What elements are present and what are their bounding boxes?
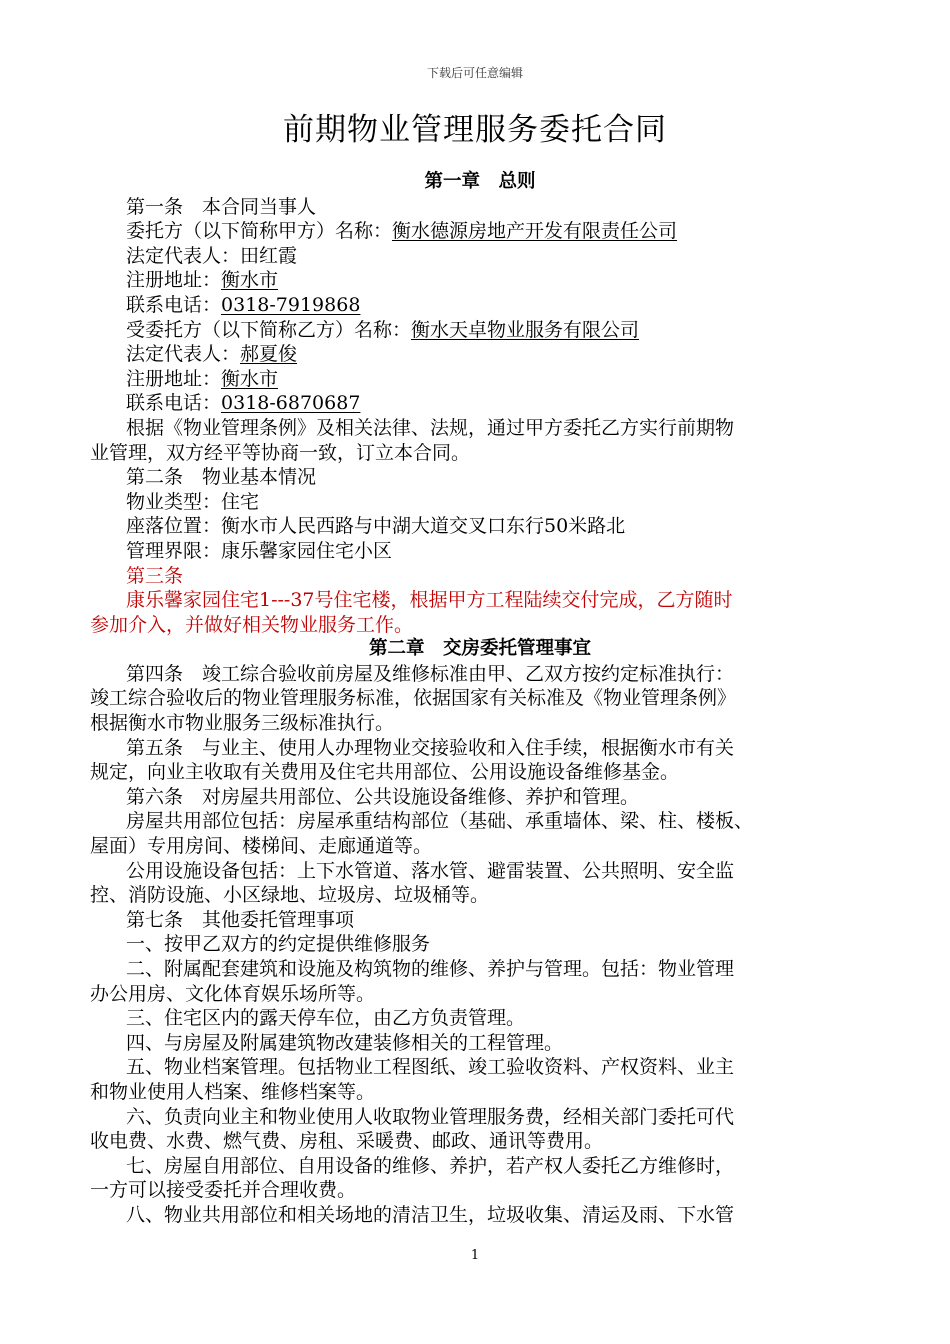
article-6-line-5: 控、消防设施、小区绿地、垃圾房、垃圾桶等。: [90, 884, 490, 907]
article-7-item-5b: 和物业使用人档案、维修档案等。: [90, 1080, 376, 1103]
document-body: [90, 170, 870, 1228]
tel-b-label: 联系电话：: [126, 392, 222, 415]
article-4-line-2: 竣工综合验收后的物业管理服务标准，依据国家有关标准及《物业管理条例》: [90, 687, 737, 710]
rep-a-value: 田红霞: [240, 244, 298, 267]
article-7-item-5a: 五、物业档案管理。包括物业工程图纸、竣工验收资料、产权资料、业主: [126, 1056, 735, 1079]
tel-a-label: 联系电话：: [126, 293, 222, 316]
article-5-line-1: 第五条 与业主、使用人办理物业交接验收和入住手续，根据衡水市有关: [126, 736, 735, 759]
rep-b-line: [90, 342, 870, 367]
party-a-label: 委托方（以下简称甲方）名称：: [126, 220, 393, 243]
article-3-heading: 第三条: [126, 564, 184, 587]
chapter-1-title: 第一章 总则: [424, 171, 536, 192]
page-number: 1: [470, 1248, 480, 1263]
article-5-line-2: 规定，向业主收取有关费用及住宅共用部位、公用设施设备维修基金。: [90, 761, 680, 784]
rep-a-line: [90, 244, 870, 269]
tel-a-value: 0318-7919868: [221, 293, 361, 316]
rep-b-value: 郝夏俊: [240, 343, 298, 366]
document-title: 前期物业管理服务委托合同: [283, 112, 667, 148]
article-2-heading: 第二条 物业基本情况: [126, 466, 317, 489]
management-boundary: 管理界限：康乐馨家园住宅小区: [126, 539, 393, 562]
article-7-item-2b: 办公用房、文化体育娱乐场所等。: [90, 982, 376, 1005]
addr-b-label: 注册地址：: [126, 367, 222, 390]
tel-b-line: [90, 391, 870, 416]
page-header: 下载后可任意编辑: [426, 66, 523, 80]
party-b-name: 衡水天卓物业服务有限公司: [411, 318, 640, 341]
article-7-item-6a: 六、负责向业主和物业使用人收取物业管理服务费，经相关部门委托可代: [126, 1105, 735, 1128]
tel-a-line: [90, 293, 870, 318]
article-7-item-7a: 七、房屋自用部位、自用设备的维修、养护，若产权人委托乙方维修时，: [126, 1154, 735, 1177]
tel-b-value: 0318-6870687: [221, 392, 361, 415]
article-3-line-1: 康乐馨家园住宅1---37号住宅楼，根据甲方工程陆续交付完成，乙方随时: [126, 589, 733, 612]
article-6-line-1: 第六条 对房屋共用部位、公共设施设备维修、养护和管理。: [126, 785, 640, 808]
article-7-item-6b: 收电费、水费、燃气费、房租、采暖费、邮政、通讯等费用。: [90, 1130, 604, 1153]
article-3-line-2: 参加介入，并做好相关物业服务工作。: [90, 613, 414, 636]
article-4-line-1: 第四条 竣工综合验收前房屋及维修标准由甲、乙双方按约定标准执行：: [126, 662, 735, 685]
basis-line-1: 根据《物业管理条例》及相关法律、法规，通过甲方委托乙方实行前期物: [126, 416, 735, 439]
addr-a-line: [90, 268, 870, 293]
article-7-item-7b: 一方可以接受委托并合理收费。: [90, 1179, 357, 1202]
article-7-item-2a: 二、附属配套建筑和设施及构筑物的维修、养护与管理。包括：物业管理: [126, 958, 735, 980]
article-4-line-3: 根据衡水市物业服务三级标准执行。: [90, 712, 395, 735]
addr-b-line: [90, 367, 870, 392]
rep-a-label: 法定代表人：: [126, 244, 241, 267]
chapter-2-title: 第二章 交房委托管理事宜: [368, 638, 591, 660]
article-6-line-4: 公用设施设备包括：上下水管道、落水管、避雷装置、公共照明、安全监: [126, 859, 735, 882]
addr-a-value: 衡水市: [221, 269, 279, 292]
addr-a-label: 注册地址：: [126, 269, 222, 292]
basis-line-2: 业管理，双方经平等协商一致，订立本合同。: [90, 441, 471, 464]
property-type: 物业类型：住宅: [126, 490, 260, 513]
article-7-heading: 第七条 其他委托管理事项: [126, 908, 355, 931]
article-6-line-3: 屋面）专用房间、楼梯间、走廊通道等。: [90, 835, 433, 858]
article-1-heading: 第一条 本合同当事人: [126, 195, 317, 218]
party-a-line: [90, 219, 870, 244]
party-a-name: 衡水德源房地产开发有限责任公司: [392, 220, 678, 243]
rep-b-label: 法定代表人：: [126, 343, 241, 366]
article-7-item-1: 一、按甲乙双方的约定提供维修服务: [126, 933, 431, 956]
article-7-item-3: 三、住宅区内的露天停车位，由乙方负责管理。: [126, 1007, 526, 1030]
article-7-item-8a: 八、物业共用部位和相关场地的清洁卫生，垃圾收集、清运及雨、下水管: [126, 1203, 735, 1226]
party-b-line: [90, 318, 870, 343]
property-location: 座落位置：衡水市人民西路与中湖大道交叉口东行50米路北: [126, 515, 626, 538]
article-6-line-2: 房屋共用部位包括：房屋承重结构部位（基础、承重墙体、梁、柱、楼板、: [126, 810, 754, 833]
party-b-label: 受委托方（以下简称乙方）名称：: [126, 318, 412, 341]
addr-b-value: 衡水市: [221, 367, 279, 390]
article-7-item-4: 四、与房屋及附属建筑物改建装修相关的工程管理。: [126, 1031, 564, 1054]
